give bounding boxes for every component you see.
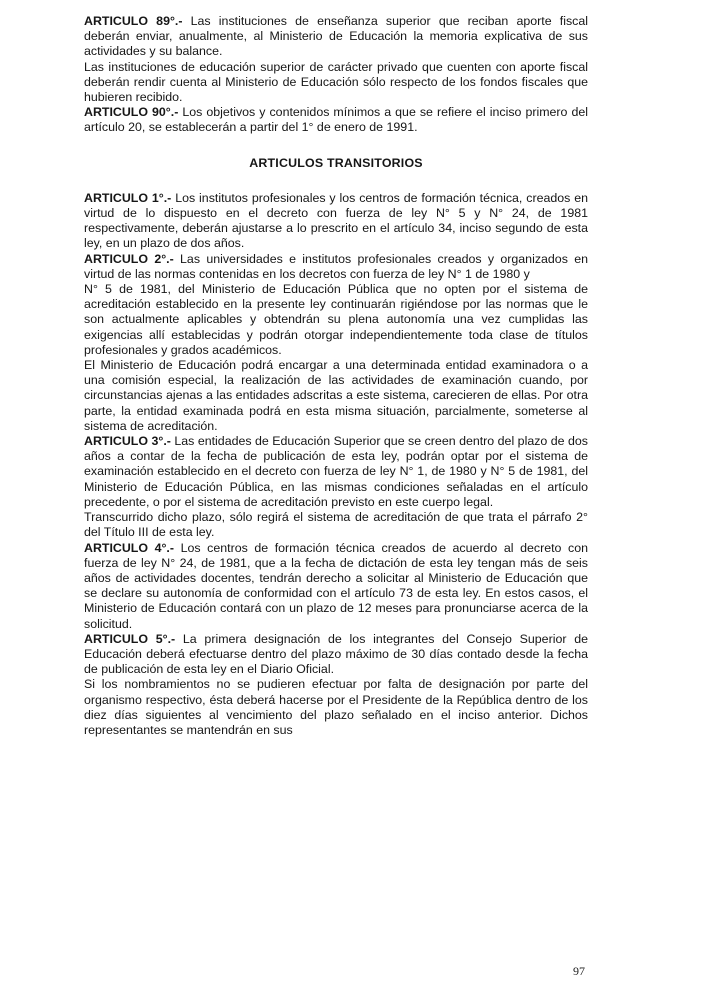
section-heading: ARTICULOS TRANSITORIOS bbox=[249, 155, 423, 170]
article-label: ARTICULO 4°.- bbox=[84, 540, 175, 555]
article-label: ARTICULO 2°.- bbox=[84, 251, 174, 266]
paragraph-text: El Ministerio de Educación podrá encargar a una determinada entidad examinadora o a una comisión especial, la realización de las actividades de examinación cuando, por circunstancias ajenas a las entidades adscritas a este sistema, carecieren de ellas. Por otra parte, la entidad examinada podrá en esta misma situación, parcialmente, someterse al sistema de acreditación. bbox=[84, 358, 588, 433]
document-body bbox=[84, 14, 588, 738]
paragraph-text: Las entidades de Educación Superior que se creen dentro del plazo de dos años a contar de la fecha de publicación de esta ley, podrán optar por el sistema de examinación establecido en el decreto con fuerza de ley N° 1, de 1980 y N° 5 de 1981, del Ministerio de Educación Pública, en las mismas condiciones señaladas en el artículo precedente, o por el sistema de acreditación previsto en este cuerpo legal. bbox=[84, 434, 588, 509]
paragraph-text: Las instituciones de educación superior de carácter privado que cuenten con aporte fiscal deberán rendir cuenta al Ministerio de Educación sólo respecto de los fondos fiscales que hubieren recibido. bbox=[84, 59, 588, 105]
paragraph-transitorio-2-cont-2 bbox=[84, 358, 588, 434]
paragraph-articulo-89 bbox=[84, 14, 588, 60]
article-label: ARTICULO 5°.- bbox=[84, 631, 176, 646]
paragraph-transitorio-2 bbox=[84, 252, 588, 282]
paragraph-text: Transcurrido dicho plazo, sólo regirá el sistema de acreditación de que trata el párrafo 2° del Título III de esta ley. bbox=[84, 510, 588, 540]
paragraph-transitorio-4 bbox=[84, 541, 588, 632]
paragraph-text: Las universidades e institutos profesionales creados y organizados en virtud de las normas contenidas en los decretos con fuerza de ley N° 1 de 1980 y bbox=[84, 251, 588, 281]
article-label: ARTICULO 89°.- bbox=[84, 14, 183, 28]
paragraph-text: Los centros de formación técnica creados de acuerdo al decreto con fuerza de ley N° 24, de 1981, que a la fecha de dictación de esta ley tengan más de seis años de actividades docentes, tendrán derecho a solicitar al Ministerio de Educación que se declare su autonomía de conformidad con el artículo 73 de esta ley. En estos casos, el Ministerio de Educación contará con un plazo de 12 meses para pronunciarse acerca de la solicitud. bbox=[84, 540, 589, 631]
article-label: ARTICULO 1°.- bbox=[84, 190, 172, 205]
page-number: 97 bbox=[573, 964, 585, 978]
paragraph-articulo-90 bbox=[84, 105, 588, 135]
paragraph-text: Los objetivos y contenidos mínimos a que se refiere el inciso primero del artículo 20, se establecerán a partir del 1° de enero de 1991. bbox=[84, 105, 588, 135]
article-label: ARTICULO 90°.- bbox=[84, 105, 179, 120]
paragraph-text: Los institutos profesionales y los centros de formación técnica, creados en virtud de lo dispuesto en el decreto con fuerza de ley N° 5 y N° 24, de 1981 respectivamente, deberán ajustarse a lo prescrito en el artículo 34, inciso segundo de esta ley, en un plazo de dos años. bbox=[84, 190, 588, 251]
article-label: ARTICULO 3°.- bbox=[84, 434, 171, 449]
paragraph-text: Si los nombramientos no se pudieren efectuar por falta de designación por parte del organismo respectivo, ésta deberá hacerse por el Presidente de la República dentro de los diez días siguientes al vencimiento del plazo señalado en el inciso anterior. Dichos representantes se mantendrán en sus bbox=[84, 677, 588, 737]
paragraph-text: La primera designación de los integrantes del Consejo Superior de Educación deberá efectuarse dentro del plazo máximo de 30 días contado desde la fecha de publicación de esta ley en el Diario Oficial. bbox=[84, 631, 588, 677]
paragraph-transitorio-5-cont bbox=[84, 677, 588, 738]
paragraph-transitorio-3 bbox=[84, 434, 588, 510]
paragraph-transitorio-5 bbox=[84, 632, 588, 678]
paragraph-text: N° 5 de 1981, del Ministerio de Educación Pública que no opten por el sistema de acreditación establecido en la presente ley continuarán rigiéndose por las normas que le son actualmente aplicables y obtendrán su plena autonomía una vez cumplidas las exigencias allí establecidas y podrán otorgar independientemente toda clase de títulos profesionales y grados académicos. bbox=[84, 282, 588, 357]
paragraph-transitorio-2-cont bbox=[84, 282, 588, 358]
paragraph-articulo-89-cont bbox=[84, 60, 588, 106]
paragraph-transitorio-1 bbox=[84, 191, 588, 252]
paragraph-transitorio-3-cont bbox=[84, 510, 588, 540]
paragraph-text: Las instituciones de enseñanza superior que reciban aporte fiscal deberán enviar, anualmente, al Ministerio de Educación la memoria explicativa de sus actividades y su balance. bbox=[84, 14, 588, 59]
